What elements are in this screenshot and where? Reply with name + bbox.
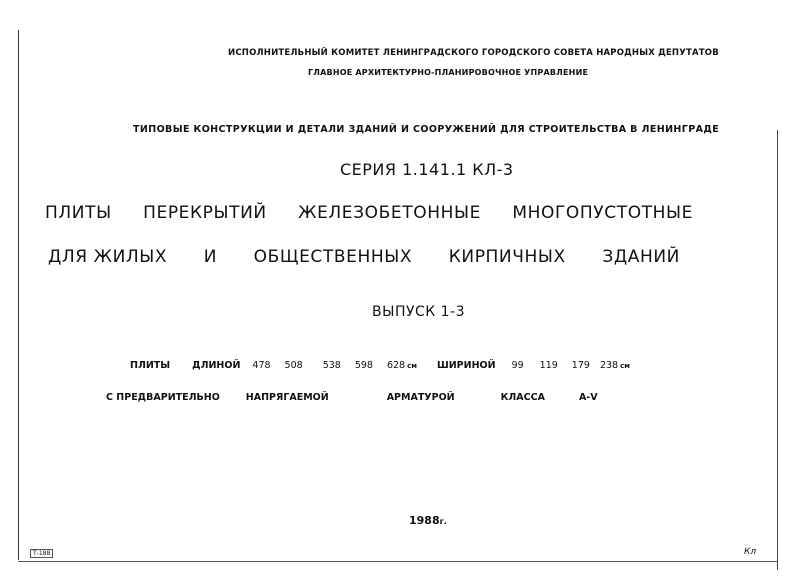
document-title-line-1 (45, 203, 693, 223)
issue-number: ВЫПУСК 1-3 (372, 304, 466, 320)
title-word: ДЛЯ ЖИЛЫХ (48, 247, 168, 267)
width-value: 238 (599, 360, 619, 371)
sheet-stamp-left: Т-188 (30, 549, 53, 558)
department-heading: ГЛАВНОЕ АРХИТЕКТУРНО-ПЛАНИРОВОЧНОЕ УПРАВЛЕНИЕ (308, 68, 589, 77)
title-word: ПЛИТЫ (45, 203, 112, 223)
width-label: ШИРИНОЙ (436, 360, 496, 371)
frame-left-border (18, 30, 19, 560)
issuer-heading: ИСПОЛНИТЕЛЬНЫЙ КОМИТЕТ ЛЕНИНГРАДСКОГО ГОРОДСКОГО СОВЕТА НАРОДНЫХ ДЕПУТАТОВ (228, 48, 719, 58)
width-value: 179 (571, 360, 590, 371)
title-word: ЖЕЛЕЗОБЕТОННЫЕ (298, 203, 481, 223)
frame-right-border (777, 130, 778, 570)
title-word: КИРПИЧНЫХ (448, 247, 566, 267)
year-value: 1988 (409, 514, 440, 527)
reinforcement-word: НАПРЯГАЕМОЙ (245, 392, 329, 403)
length-value: 508 (284, 360, 303, 371)
length-value: 538 (322, 360, 341, 371)
title-word: ОБЩЕСТВЕННЫХ (253, 247, 413, 267)
title-word: МНОГОПУСТОТНЫЕ (512, 203, 693, 223)
slabs-label: ПЛИТЫ (130, 360, 171, 371)
width-unit: см (620, 362, 630, 370)
reinforcement-line (106, 392, 598, 403)
length-unit: см (407, 362, 417, 370)
publication-year (409, 514, 447, 527)
title-word: И (203, 247, 218, 267)
reinforcement-word: АРМАТУРОЙ (386, 392, 455, 403)
series-code: СЕРИЯ 1.141.1 КЛ-3 (340, 160, 514, 179)
length-label: ДЛИНОЙ (192, 360, 241, 371)
reinforcement-class: А-V (578, 392, 598, 403)
title-word: ЗДАНИЙ (602, 247, 680, 267)
title-word: ПЕРЕКРЫТИЙ (143, 203, 267, 223)
reinforcement-word: С ПРЕДВАРИТЕЛЬНО (106, 392, 220, 403)
length-value: 628 (386, 360, 406, 371)
width-value: 119 (539, 360, 558, 371)
sheet-stamp-right: Кл (744, 547, 757, 557)
year-suffix: г. (439, 517, 447, 526)
document-title-line-2 (48, 247, 680, 267)
length-value: 478 (252, 360, 271, 371)
reinforcement-word: КЛАССА (500, 392, 545, 403)
series-description: ТИПОВЫЕ КОНСТРУКЦИИ И ДЕТАЛИ ЗДАНИЙ И СООРУЖЕНИЙ ДЛЯ СТРОИТЕЛЬСТВА В ЛЕНИНГРАДЕ (133, 124, 720, 135)
frame-bottom-border (18, 561, 778, 562)
slab-dimensions-line (130, 360, 630, 371)
width-value: 99 (511, 360, 524, 371)
length-value: 598 (354, 360, 373, 371)
